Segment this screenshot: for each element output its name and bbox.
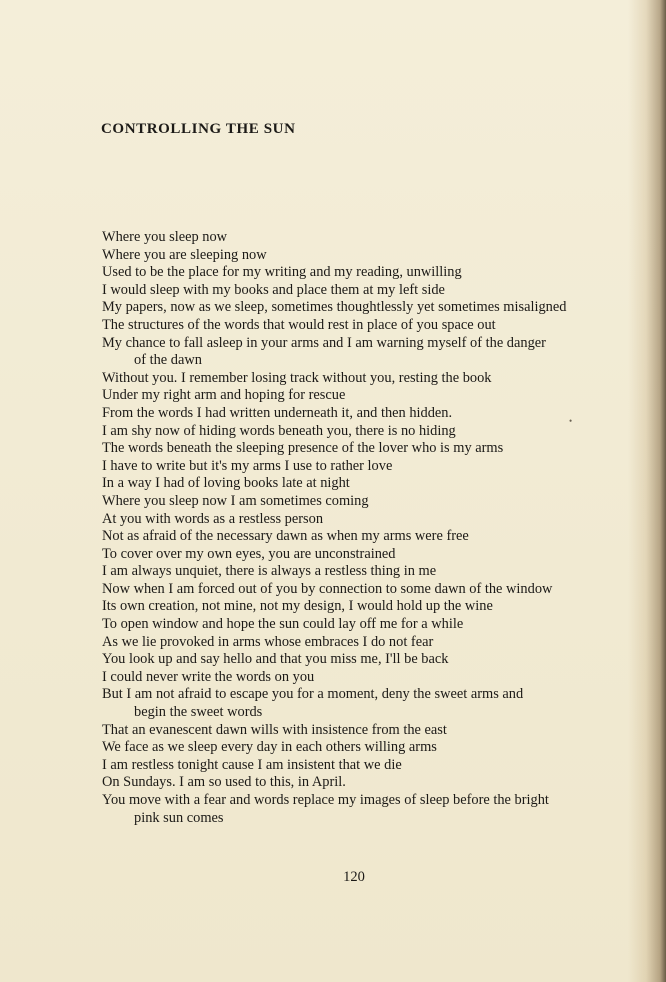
poem-title: CONTROLLING THE SUN xyxy=(101,121,296,137)
poem-line: On Sundays. I am so used to this, in April. xyxy=(102,774,346,791)
poem-line-continuation: begin the sweet words xyxy=(134,704,263,721)
poem-line: You look up and say hello and that you miss me, I'll be back xyxy=(102,651,449,668)
poem-line: I am always unquiet, there is always a restless thing in me xyxy=(102,563,437,580)
poem-line: As we lie provoked in arms whose embraces I do not fear xyxy=(102,633,434,650)
poem-line: But I am not afraid to escape you for a moment, deny the sweet arms and xyxy=(102,686,524,703)
poem-line: I would sleep with my books and place them at my left side xyxy=(102,281,445,298)
page-number: 120 xyxy=(343,869,365,885)
poem-line: My chance to fall asleep in your arms and I am warning myself of the danger xyxy=(102,334,546,351)
poem-line: The structures of the words that would rest in place of you space out xyxy=(102,316,496,333)
poem-line-continuation: pink sun comes xyxy=(134,809,224,826)
poem-line: I am shy now of hiding words beneath you, there is no hiding xyxy=(102,422,456,439)
paper-speck-mark: • xyxy=(569,416,573,426)
poem-line: Where you sleep now xyxy=(102,229,228,245)
poem-line: We face as we sleep every day in each others willing arms xyxy=(102,739,437,756)
poem-line: I am restless tonight cause I am insistent that we die xyxy=(102,756,402,773)
poem-line: At you with words as a restless person xyxy=(102,510,324,527)
poem-body xyxy=(102,229,622,827)
poem-line: I have to write but it's my arms I use to rather love xyxy=(102,457,393,474)
poem-line-continuation: of the dawn xyxy=(134,352,202,369)
poem-line: Under my right arm and hoping for rescue xyxy=(102,387,346,404)
poem-line: Not as afraid of the necessary dawn as when my arms were free xyxy=(102,528,469,545)
poem-line: My papers, now as we sleep, sometimes thoughtlessly yet sometimes misaligned xyxy=(102,299,567,316)
poem-line: The words beneath the sleeping presence of the lover who is my arms xyxy=(102,440,504,457)
poem-line: To cover over my own eyes, you are unconstrained xyxy=(102,545,396,562)
poem-line: Without you. I remember losing track without you, resting the book xyxy=(102,369,492,386)
poem-line: Where you are sleeping now xyxy=(102,246,267,263)
poem-line: From the words I had written underneath it, and then hidden. xyxy=(102,404,453,421)
poem-line: Its own creation, not mine, not my design, I would hold up the wine xyxy=(102,598,493,615)
poem-line: Where you sleep now I am sometimes coming xyxy=(102,492,369,509)
poem-line: In a way I had of loving books late at night xyxy=(102,475,350,492)
poem-line: I could never write the words on you xyxy=(102,668,315,685)
poem-line: You move with a fear and words replace my images of sleep before the bright xyxy=(102,792,549,808)
poem-line: Now when I am forced out of you by connection to some dawn of the window xyxy=(102,580,553,597)
poem-line: That an evanescent dawn wills with insistence from the east xyxy=(102,721,447,738)
poem-line: Used to be the place for my writing and my reading, unwilling xyxy=(102,264,462,281)
poem-line: To open window and hope the sun could lay off me for a while xyxy=(102,616,464,633)
